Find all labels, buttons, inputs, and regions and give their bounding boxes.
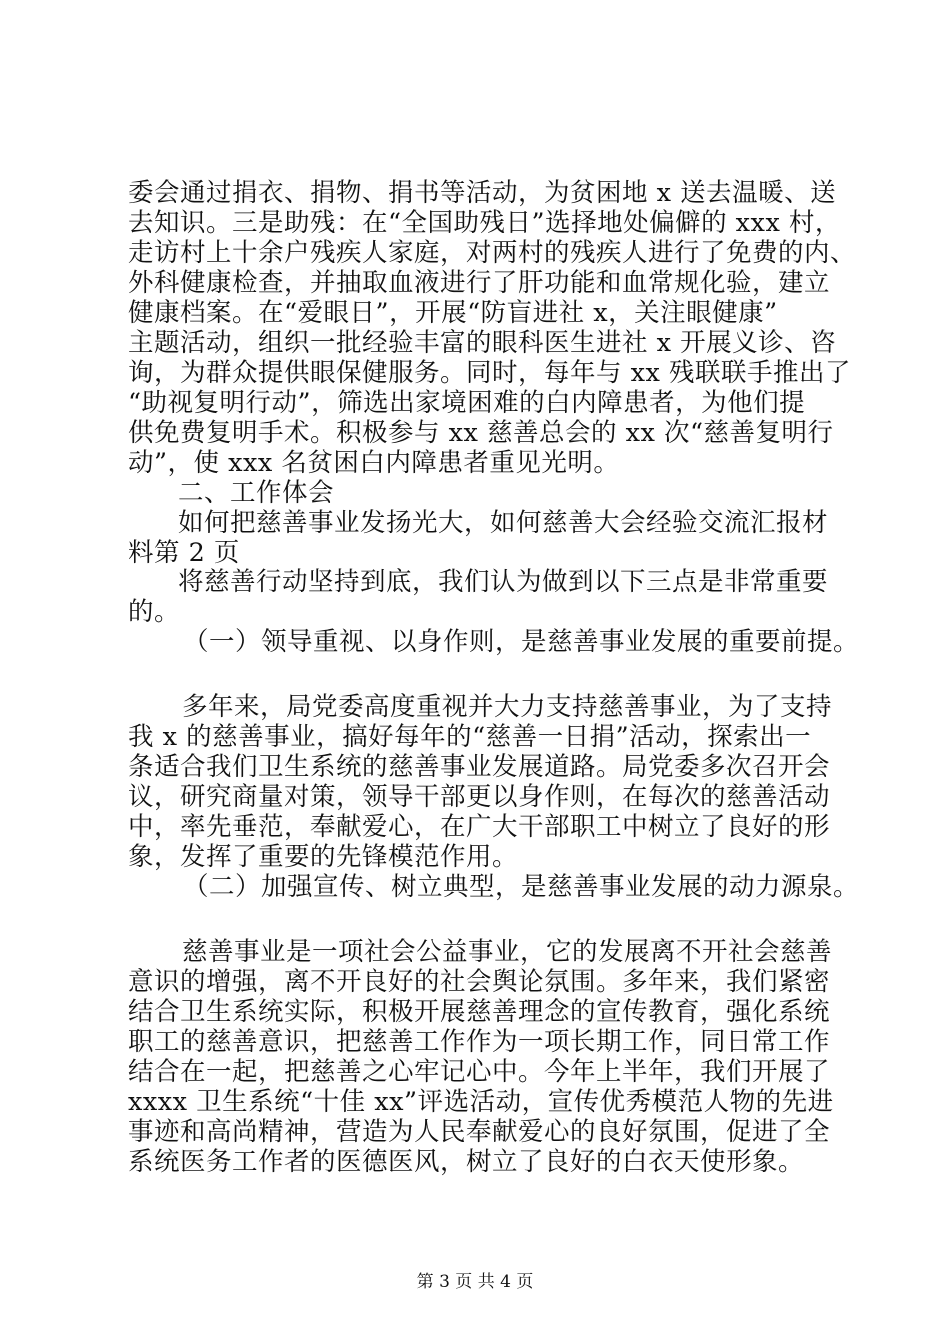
- paragraph-line: xxxx 卫生系统“十佳 xx”评选活动，宣传优秀模范人物的先进: [128, 1087, 834, 1117]
- paragraph-line: 我 x 的慈善事业，搞好每年的“慈善一日捐”活动，探索出一: [128, 722, 812, 752]
- paragraph-line: 事迹和高尚精神，营造为人民奉献爱心的良好氛围，促进了全: [128, 1117, 831, 1147]
- paragraph-line: 将慈善行动坚持到底，我们认为做到以下三点是非常重要: [178, 567, 829, 597]
- paragraph-line: “助视复明行动”，筛选出家境困难的白内障患者，为他们提: [128, 388, 806, 418]
- paragraph-line: 料第 2 页: [128, 538, 240, 568]
- paragraph-line: 健康档案。在“爱眼日”，开展“防盲进社 x，关注眼健康”: [128, 298, 778, 328]
- paragraph-line: 条适合我们卫生系统的慈善事业发展道路。局党委多次召开会: [128, 752, 831, 782]
- subsection-heading: （一）领导重视、以身作则，是慈善事业发展的重要前提。: [183, 627, 860, 657]
- subsection-heading: （二）加强宣传、树立典型，是慈善事业发展的动力源泉。: [183, 872, 860, 902]
- paragraph-line: 如何把慈善事业发扬光大，如何慈善大会经验交流汇报材: [178, 508, 829, 538]
- paragraph-line: 动”，使 xxx 名贫困白内障患者重见光明。: [128, 448, 620, 478]
- paragraph-line: 外科健康检查，并抽取血液进行了肝功能和血常规化验，建立: [128, 268, 831, 298]
- paragraph-line: 走访村上十余户残疾人家庭，对两村的残疾人进行了免费的内、: [128, 238, 857, 268]
- section-heading: 二、工作体会: [178, 478, 335, 508]
- paragraph-line: 慈善事业是一项社会公益事业，它的发展离不开社会慈善: [182, 937, 833, 967]
- paragraph-line: 结合在一起，把慈善之心牢记心中。今年上半年，我们开展了: [128, 1057, 831, 1087]
- paragraph-line: 委会通过捐衣、捐物、捐书等活动，为贫困地 x 送去温暖、送: [128, 178, 837, 208]
- paragraph-line: 多年来，局党委高度重视并大力支持慈善事业，为了支持: [182, 692, 833, 722]
- paragraph-line: 系统医务工作者的医德医风，树立了良好的白衣天使形象。: [128, 1147, 805, 1177]
- paragraph-line: 结合卫生系统实际，积极开展慈善理念的宣传教育，强化系统: [128, 997, 831, 1027]
- paragraph-line: 议，研究商量对策，领导干部更以身作则，在每次的慈善活动: [128, 782, 831, 812]
- paragraph-line: 主题活动，组织一批经验丰富的眼科医生进社 x 开展义诊、咨: [128, 328, 837, 358]
- paragraph-line: 供免费复明手术。积极参与 xx 慈善总会的 xx 次“慈善复明行: [128, 418, 834, 448]
- page-footer: 第 3 页 共 4 页: [416, 1272, 534, 1292]
- paragraph-line: 中，率先垂范，奉献爱心，在广大干部职工中树立了良好的形: [128, 812, 831, 842]
- paragraph-line: 象，发挥了重要的先锋模范作用。: [128, 842, 519, 872]
- paragraph-line: 的。: [128, 597, 181, 627]
- paragraph-line: 询，为群众提供眼保健服务。同时，每年与 xx 残联联手推出了: [128, 358, 851, 388]
- paragraph-line: 意识的增强，离不开良好的社会舆论氛围。多年来，我们紧密: [128, 967, 831, 997]
- paragraph-line: 职工的慈善意识，把慈善工作作为一项长期工作，同日常工作: [128, 1027, 831, 1057]
- paragraph-line: 去知识。三是助残：在“全国助残日”选择地处偏僻的 xxx 村，: [128, 208, 841, 238]
